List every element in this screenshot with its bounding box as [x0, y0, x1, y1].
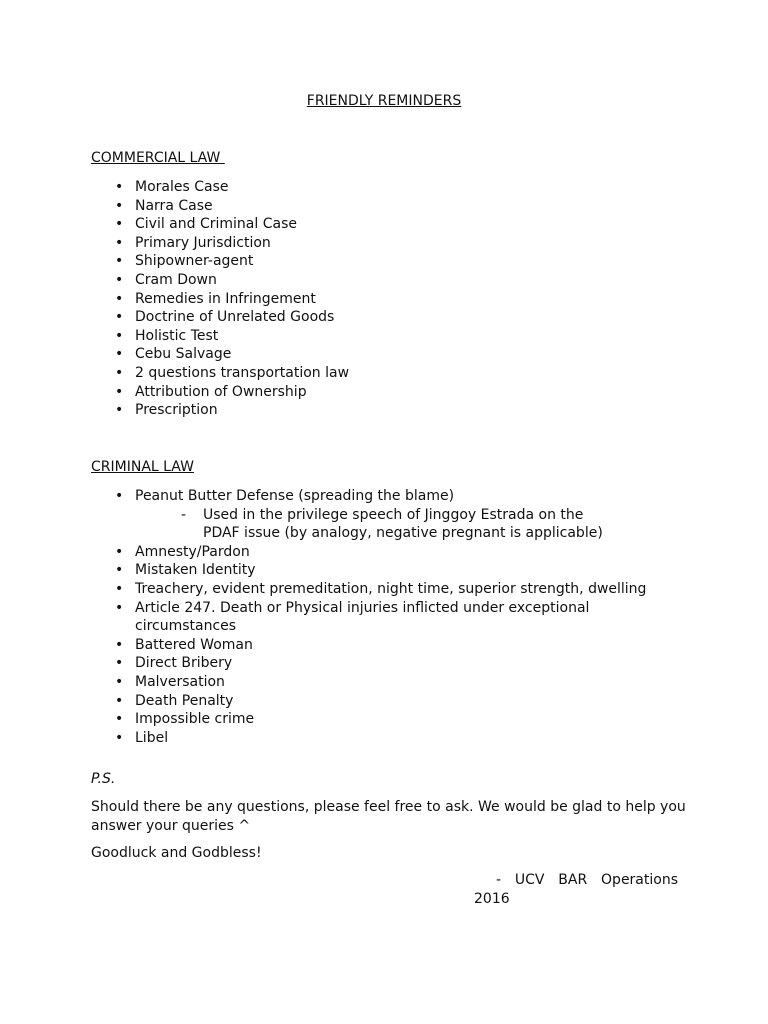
list-item: • Narra Case: [91, 197, 691, 216]
list-item: • Malversation: [91, 673, 691, 692]
goodluck-paragraph: Goodluck and Godbless!: [91, 845, 262, 861]
signature-word: Operations: [601, 872, 678, 888]
signature-line: [474, 871, 678, 890]
list-item-text: Peanut Butter Defense (spreading the blame): [135, 488, 455, 504]
sub-note-text: Used in the privilege speech of Jinggoy Estrada on the PDAF issue (by analogy, negative pregnant is applicable): [203, 506, 603, 542]
list-item: • Cram Down: [91, 271, 691, 290]
list-item: • Amnesty/Pardon: [91, 543, 691, 562]
list-item: • Libel: [91, 729, 691, 748]
signature-year: 2016: [474, 890, 510, 907]
list-item: • Death Penalty: [91, 692, 691, 711]
criminal-law-list: [91, 487, 691, 747]
list-item: • Doctrine of Unrelated Goods: [91, 308, 691, 327]
list-item: • Article 247. Death or Physical injuries inflicted under exceptional circumstances: [91, 599, 691, 636]
list-item: • Battered Woman: [91, 636, 691, 655]
list-item: • Civil and Criminal Case: [91, 215, 691, 234]
list-item: • Remedies in Infringement: [91, 290, 691, 309]
ps-label: P.S.: [91, 771, 116, 787]
commercial-law-list: [91, 178, 691, 420]
list-item: • Shipowner-agent: [91, 252, 691, 271]
list-item: • Treachery, evident premeditation, night time, superior strength, dwelling: [91, 580, 691, 599]
sub-note-dash: -: [181, 506, 187, 523]
signature-word: UCV: [514, 872, 545, 888]
list-item: • Cebu Salvage: [91, 345, 691, 364]
criminal-law-heading: CRIMINAL LAW: [91, 459, 194, 475]
list-item: • Holistic Test: [91, 327, 691, 346]
list-item: • Impossible crime: [91, 710, 691, 729]
list-item: • Morales Case: [91, 178, 691, 197]
list-item: • Mistaken Identity: [91, 561, 691, 580]
signature-block: [474, 871, 678, 908]
questions-paragraph: Should there be any questions, please feel free to ask. We would be glad to help you answer your queries ^: [91, 799, 686, 834]
commercial-law-heading: COMMERCIAL LAW: [91, 150, 225, 166]
list-item: • Primary Jurisdiction: [91, 234, 691, 253]
sub-note: [135, 506, 623, 543]
list-item: • Direct Bribery: [91, 654, 691, 673]
list-item: • Prescription: [91, 401, 691, 420]
signature-word: BAR: [558, 872, 588, 888]
list-item: • Attribution of Ownership: [91, 383, 691, 402]
list-item: • 2 questions transportation law: [91, 364, 691, 383]
document-title: FRIENDLY REMINDERS: [306, 93, 462, 109]
signature-dash: -: [496, 872, 502, 888]
list-item: [91, 487, 691, 543]
